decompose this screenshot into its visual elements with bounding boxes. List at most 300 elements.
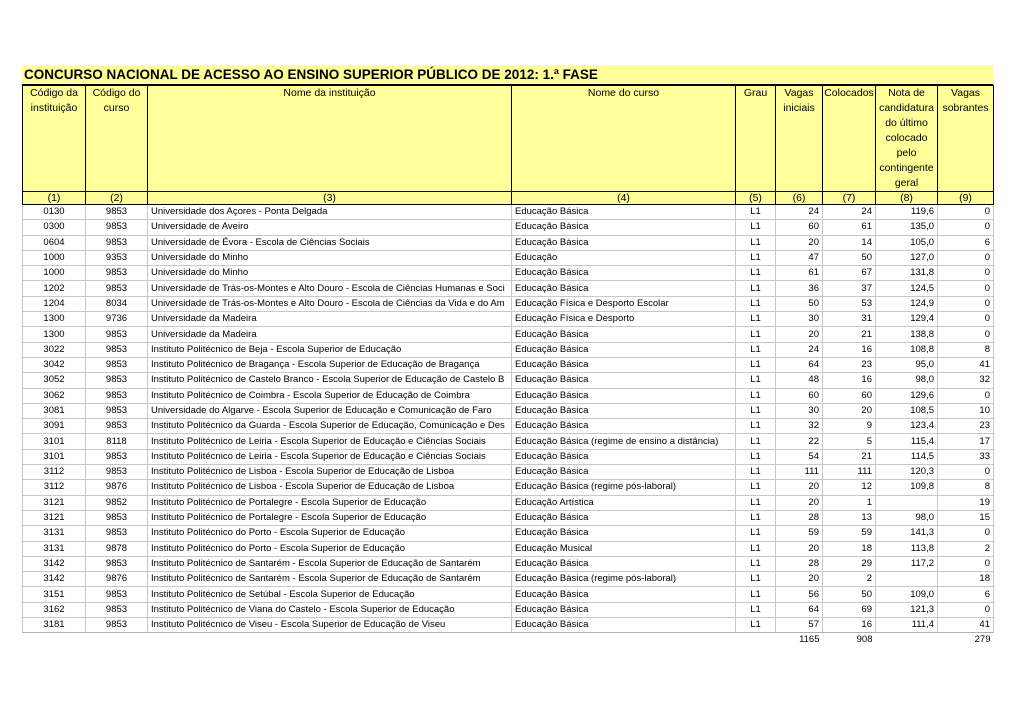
cell-colocados: 53 bbox=[823, 296, 876, 311]
cell-vagas-iniciais: 20 bbox=[776, 495, 823, 510]
cell-grau: L1 bbox=[736, 403, 776, 418]
cell-vagas-iniciais: 60 bbox=[776, 220, 823, 235]
cell-vagas-sobrantes: 15 bbox=[938, 510, 994, 525]
cell-codigo-curso: 9853 bbox=[86, 587, 148, 602]
cell-vagas-sobrantes: 0 bbox=[938, 556, 994, 571]
table-row bbox=[23, 250, 994, 265]
cell-nota-ultimo-colocado: 120,3 bbox=[876, 465, 938, 480]
cell-vagas-sobrantes: 0 bbox=[938, 266, 994, 281]
cell-vagas-iniciais: 32 bbox=[776, 419, 823, 434]
cell-grau: L1 bbox=[736, 618, 776, 633]
cell-nome-curso: Educação Básica bbox=[512, 388, 736, 403]
cell-nome-curso: Educação Básica bbox=[512, 266, 736, 281]
cell-codigo-curso: 9852 bbox=[86, 495, 148, 510]
cell-nome-instituicao: Instituto Politécnico de Viseu - Escola Superior de Educação de Viseu bbox=[148, 618, 512, 633]
cell-nome-instituicao: Universidade do Algarve - Escola Superior de Educação e Comunicação de Faro bbox=[148, 403, 512, 418]
column-number-codigo-curso: (2) bbox=[86, 192, 148, 205]
cell-vagas-iniciais: 111 bbox=[776, 465, 823, 480]
cell-nota-ultimo-colocado: 117,2 bbox=[876, 556, 938, 571]
cell-nome-curso: Educação Básica bbox=[512, 526, 736, 541]
cell-colocados: 23 bbox=[823, 357, 876, 372]
cell-vagas-sobrantes: 2 bbox=[938, 541, 994, 556]
cell-nota-ultimo-colocado: 123,4 bbox=[876, 419, 938, 434]
total-vagas-sobrantes: 279 bbox=[974, 634, 991, 646]
cell-grau: L1 bbox=[736, 220, 776, 235]
cell-nome-instituicao: Instituto Politécnico do Porto - Escola Superior de Educação bbox=[148, 526, 512, 541]
cell-nome-instituicao: Instituto Politécnico de Castelo Branco - Escola Superior de Educação de Castelo B bbox=[148, 373, 512, 388]
table-row bbox=[23, 373, 994, 388]
cell-colocados: 9 bbox=[823, 419, 876, 434]
cell-vagas-iniciais: 56 bbox=[776, 587, 823, 602]
cell-grau: L1 bbox=[736, 235, 776, 250]
cell-grau: L1 bbox=[736, 357, 776, 372]
data-table bbox=[22, 85, 994, 648]
table-row bbox=[23, 205, 994, 220]
cell-nota-ultimo-colocado: 127,0 bbox=[876, 250, 938, 265]
table-row bbox=[23, 526, 994, 541]
cell-nota-ultimo-colocado: 108,5 bbox=[876, 403, 938, 418]
cell-colocados: 1 bbox=[823, 495, 876, 510]
column-number-vagas-iniciais: (6) bbox=[776, 192, 823, 205]
cell-vagas-iniciais: 22 bbox=[776, 434, 823, 449]
cell-codigo-curso: 9878 bbox=[86, 541, 148, 556]
cell-vagas-iniciais: 59 bbox=[776, 526, 823, 541]
cell-codigo-curso: 9853 bbox=[86, 465, 148, 480]
cell-nome-curso: Educação Básica bbox=[512, 342, 736, 357]
cell-nome-curso: Educação Básica bbox=[512, 587, 736, 602]
cell-nome-curso: Educação Física e Desporto Escolar bbox=[512, 296, 736, 311]
cell-nome-curso: Educação Básica bbox=[512, 357, 736, 372]
cell-colocados: 24 bbox=[823, 205, 876, 220]
cell-colocados: 60 bbox=[823, 388, 876, 403]
cell-codigo-instituicao: 3151 bbox=[23, 587, 86, 602]
cell-nome-curso: Educação Básica bbox=[512, 618, 736, 633]
cell-nota-ultimo-colocado: 109,0 bbox=[876, 587, 938, 602]
column-header-grau: Grau bbox=[736, 86, 776, 192]
cell-vagas-iniciais: 30 bbox=[776, 403, 823, 418]
cell-nome-curso: Educação Básica bbox=[512, 235, 736, 250]
cell-grau: L1 bbox=[736, 342, 776, 357]
table-row bbox=[23, 342, 994, 357]
cell-codigo-curso: 9853 bbox=[86, 342, 148, 357]
cell-vagas-iniciais: 28 bbox=[776, 510, 823, 525]
cell-vagas-iniciais: 28 bbox=[776, 556, 823, 571]
cell-vagas-iniciais: 30 bbox=[776, 312, 823, 327]
cell-colocados: 16 bbox=[823, 342, 876, 357]
table-row bbox=[23, 541, 994, 556]
cell-codigo-curso: 9853 bbox=[86, 526, 148, 541]
cell-nome-curso: Educação Básica bbox=[512, 510, 736, 525]
cell-codigo-instituicao: 0604 bbox=[23, 235, 86, 250]
cell-grau: L1 bbox=[736, 602, 776, 617]
cell-nome-curso: Educação Básica bbox=[512, 403, 736, 418]
cell-colocados: 18 bbox=[823, 541, 876, 556]
cell-nota-ultimo-colocado: 124,9 bbox=[876, 296, 938, 311]
cell-vagas-sobrantes: 41 bbox=[938, 357, 994, 372]
table-row bbox=[23, 281, 994, 296]
cell-codigo-instituicao: 1300 bbox=[23, 312, 86, 327]
cell-nome-curso: Educação Básica bbox=[512, 220, 736, 235]
cell-vagas-iniciais: 20 bbox=[776, 572, 823, 587]
cell-colocados: 21 bbox=[823, 327, 876, 342]
cell-nome-instituicao: Instituto Politécnico de Viana do Castelo - Escola Superior de Educação bbox=[148, 602, 512, 617]
cell-codigo-curso: 9353 bbox=[86, 250, 148, 265]
cell-codigo-curso: 9853 bbox=[86, 266, 148, 281]
table-row bbox=[23, 266, 994, 281]
cell-vagas-iniciais: 47 bbox=[776, 250, 823, 265]
cell-nota-ultimo-colocado: 98,0 bbox=[876, 510, 938, 525]
cell-codigo-instituicao: 0300 bbox=[23, 220, 86, 235]
cell-nome-instituicao: Universidade do Minho bbox=[148, 250, 512, 265]
cell-vagas-sobrantes: 0 bbox=[938, 281, 994, 296]
table-row bbox=[23, 419, 994, 434]
cell-nome-instituicao: Universidade de Évora - Escola de Ciências Sociais bbox=[148, 235, 512, 250]
cell-codigo-instituicao: 1204 bbox=[23, 296, 86, 311]
cell-colocados: 21 bbox=[823, 449, 876, 464]
cell-vagas-iniciais: 20 bbox=[776, 235, 823, 250]
cell-grau: L1 bbox=[736, 495, 776, 510]
cell-codigo-instituicao: 3101 bbox=[23, 449, 86, 464]
cell-nome-curso: Educação Básica bbox=[512, 556, 736, 571]
cell-nome-instituicao: Universidade do Minho bbox=[148, 266, 512, 281]
cell-grau: L1 bbox=[736, 526, 776, 541]
cell-nome-curso: Educação Básica bbox=[512, 373, 736, 388]
table-row bbox=[23, 357, 994, 372]
cell-codigo-instituicao: 3142 bbox=[23, 572, 86, 587]
column-header-nome-instituicao: Nome da instituição bbox=[148, 86, 512, 192]
cell-nome-curso: Educação Artística bbox=[512, 495, 736, 510]
cell-grau: L1 bbox=[736, 312, 776, 327]
column-number-nome-curso: (4) bbox=[512, 192, 736, 205]
cell-codigo-curso: 9853 bbox=[86, 281, 148, 296]
total-colocados: 908 bbox=[856, 634, 873, 646]
cell-colocados: 31 bbox=[823, 312, 876, 327]
cell-nome-instituicao: Universidade da Madeira bbox=[148, 327, 512, 342]
cell-nota-ultimo-colocado: 129,4 bbox=[876, 312, 938, 327]
cell-colocados: 16 bbox=[823, 618, 876, 633]
totals-spacer bbox=[23, 633, 776, 648]
cell-grau: L1 bbox=[736, 587, 776, 602]
cell-nota-ultimo-colocado: 109,8 bbox=[876, 480, 938, 495]
cell-codigo-instituicao: 3131 bbox=[23, 526, 86, 541]
cell-vagas-iniciais: 24 bbox=[776, 205, 823, 220]
cell-nome-curso: Educação Básica bbox=[512, 205, 736, 220]
cell-vagas-sobrantes: 8 bbox=[938, 480, 994, 495]
cell-nome-curso: Educação Básica bbox=[512, 281, 736, 296]
cell-codigo-instituicao: 3101 bbox=[23, 434, 86, 449]
cell-nome-instituicao: Instituto Politécnico da Guarda - Escola Superior de Educação, Comunicação e Des bbox=[148, 419, 512, 434]
cell-nome-instituicao: Instituto Politécnico de Portalegre - Escola Superior de Educação bbox=[148, 510, 512, 525]
column-number-codigo-instituicao: (1) bbox=[23, 192, 86, 205]
cell-vagas-sobrantes: 18 bbox=[938, 572, 994, 587]
cell-vagas-iniciais: 61 bbox=[776, 266, 823, 281]
cell-codigo-curso: 9853 bbox=[86, 357, 148, 372]
cell-vagas-sobrantes: 0 bbox=[938, 220, 994, 235]
cell-colocados: 2 bbox=[823, 572, 876, 587]
cell-nome-instituicao: Instituto Politécnico de Leiria - Escola Superior de Educação e Ciências Sociais bbox=[148, 449, 512, 464]
column-header-codigo-instituicao: Código da instituição bbox=[23, 86, 86, 192]
table-row bbox=[23, 449, 994, 464]
cell-colocados: 5 bbox=[823, 434, 876, 449]
cell-colocados: 37 bbox=[823, 281, 876, 296]
cell-nome-instituicao: Instituto Politécnico de Lisboa - Escola Superior de Educação de Lisboa bbox=[148, 465, 512, 480]
cell-codigo-instituicao: 1000 bbox=[23, 250, 86, 265]
cell-grau: L1 bbox=[736, 388, 776, 403]
table-row bbox=[23, 388, 994, 403]
cell-grau: L1 bbox=[736, 510, 776, 525]
column-number-colocados: (7) bbox=[823, 192, 876, 205]
cell-codigo-curso: 9853 bbox=[86, 510, 148, 525]
cell-grau: L1 bbox=[736, 327, 776, 342]
cell-colocados: 50 bbox=[823, 587, 876, 602]
cell-grau: L1 bbox=[736, 541, 776, 556]
cell-vagas-sobrantes: 8 bbox=[938, 342, 994, 357]
cell-codigo-curso: 9876 bbox=[86, 480, 148, 495]
cell-vagas-iniciais: 48 bbox=[776, 373, 823, 388]
cell-codigo-instituicao: 3112 bbox=[23, 465, 86, 480]
cell-codigo-curso: 9853 bbox=[86, 419, 148, 434]
column-number-nota-ultimo-colocado: (8) bbox=[876, 192, 938, 205]
cell-nota-ultimo-colocado: 124,5 bbox=[876, 281, 938, 296]
cell-nome-curso: Educação Básica bbox=[512, 602, 736, 617]
table-body bbox=[23, 205, 994, 633]
table-row bbox=[23, 327, 994, 342]
table-row bbox=[23, 510, 994, 525]
cell-nome-instituicao: Instituto Politécnico de Leiria - Escola Superior de Educação e Ciências Sociais bbox=[148, 434, 512, 449]
cell-codigo-curso: 9853 bbox=[86, 327, 148, 342]
cell-vagas-iniciais: 64 bbox=[776, 602, 823, 617]
column-header-nome-curso: Nome do curso bbox=[512, 86, 736, 192]
cell-codigo-curso: 9853 bbox=[86, 205, 148, 220]
table-row bbox=[23, 434, 994, 449]
cell-codigo-instituicao: 3022 bbox=[23, 342, 86, 357]
cell-nota-ultimo-colocado: 111,4 bbox=[876, 618, 938, 633]
total-vagas-iniciais: 1165 bbox=[799, 634, 820, 646]
table-row bbox=[23, 587, 994, 602]
cell-nota-ultimo-colocado: 105,0 bbox=[876, 235, 938, 250]
cell-grau: L1 bbox=[736, 572, 776, 587]
cell-codigo-instituicao: 1000 bbox=[23, 266, 86, 281]
header-row bbox=[23, 86, 994, 192]
cell-codigo-instituicao: 3081 bbox=[23, 403, 86, 418]
totals-row bbox=[23, 633, 994, 648]
cell-codigo-instituicao: 3121 bbox=[23, 495, 86, 510]
cell-codigo-curso: 8034 bbox=[86, 296, 148, 311]
cell-nota-ultimo-colocado: 131,8 bbox=[876, 266, 938, 281]
cell-codigo-instituicao: 3052 bbox=[23, 373, 86, 388]
cell-vagas-iniciais: 20 bbox=[776, 327, 823, 342]
cell-nome-instituicao: Universidade de Trás-os-Montes e Alto Douro - Escola de Ciências da Vida e do Am bbox=[148, 296, 512, 311]
cell-nome-curso: Educação Básica bbox=[512, 449, 736, 464]
cell-nome-instituicao: Instituto Politécnico do Porto - Escola Superior de Educação bbox=[148, 541, 512, 556]
cell-vagas-sobrantes: 0 bbox=[938, 205, 994, 220]
cell-codigo-curso: 9853 bbox=[86, 235, 148, 250]
cell-codigo-instituicao: 1300 bbox=[23, 327, 86, 342]
cell-nome-instituicao: Universidade da Madeira bbox=[148, 312, 512, 327]
cell-vagas-iniciais: 50 bbox=[776, 296, 823, 311]
cell-vagas-iniciais: 57 bbox=[776, 618, 823, 633]
cell-colocados: 61 bbox=[823, 220, 876, 235]
cell-codigo-curso: 9853 bbox=[86, 449, 148, 464]
cell-codigo-curso: 9876 bbox=[86, 572, 148, 587]
cell-codigo-instituicao: 3062 bbox=[23, 388, 86, 403]
table-row bbox=[23, 495, 994, 510]
cell-nome-curso: Educação bbox=[512, 250, 736, 265]
cell-nome-curso: Educação Musical bbox=[512, 541, 736, 556]
table-row bbox=[23, 556, 994, 571]
cell-codigo-curso: 9853 bbox=[86, 403, 148, 418]
cell-vagas-iniciais: 20 bbox=[776, 541, 823, 556]
cell-nome-instituicao: Universidade de Trás-os-Montes e Alto Douro - Escola de Ciências Humanas e Soci bbox=[148, 281, 512, 296]
cell-nome-curso: Educação Básica (regime pós-laboral) bbox=[512, 480, 736, 495]
total-nota-empty bbox=[876, 633, 938, 648]
cell-nome-curso: Educação Física e Desporto bbox=[512, 312, 736, 327]
cell-codigo-instituicao: 3121 bbox=[23, 510, 86, 525]
cell-nome-instituicao: Instituto Politécnico de Portalegre - Escola Superior de Educação bbox=[148, 495, 512, 510]
cell-grau: L1 bbox=[736, 281, 776, 296]
spreadsheet bbox=[22, 65, 993, 648]
cell-codigo-instituicao: 3162 bbox=[23, 602, 86, 617]
cell-nome-curso: Educação Básica bbox=[512, 327, 736, 342]
cell-vagas-sobrantes: 6 bbox=[938, 235, 994, 250]
cell-nome-instituicao: Instituto Politécnico de Setúbal - Escola Superior de Educação bbox=[148, 587, 512, 602]
cell-vagas-sobrantes: 19 bbox=[938, 495, 994, 510]
cell-colocados: 20 bbox=[823, 403, 876, 418]
cell-grau: L1 bbox=[736, 465, 776, 480]
cell-colocados: 14 bbox=[823, 235, 876, 250]
cell-grau: L1 bbox=[736, 434, 776, 449]
cell-nota-ultimo-colocado: 119,6 bbox=[876, 205, 938, 220]
column-number-row bbox=[23, 192, 994, 205]
cell-vagas-sobrantes: 0 bbox=[938, 296, 994, 311]
cell-codigo-instituicao: 3181 bbox=[23, 618, 86, 633]
cell-nome-instituicao: Instituto Politécnico de Beja - Escola Superior de Educação bbox=[148, 342, 512, 357]
cell-codigo-instituicao: 1202 bbox=[23, 281, 86, 296]
cell-colocados: 12 bbox=[823, 480, 876, 495]
cell-nome-curso: Educação Básica bbox=[512, 419, 736, 434]
cell-grau: L1 bbox=[736, 480, 776, 495]
cell-vagas-sobrantes: 0 bbox=[938, 250, 994, 265]
cell-vagas-sobrantes: 41 bbox=[938, 618, 994, 633]
cell-codigo-curso: 9853 bbox=[86, 602, 148, 617]
cell-codigo-instituicao: 3112 bbox=[23, 480, 86, 495]
cell-nome-curso: Educação Básica bbox=[512, 465, 736, 480]
cell-nome-curso: Educação Básica (regime pós-laboral) bbox=[512, 572, 736, 587]
cell-codigo-instituicao: 3091 bbox=[23, 419, 86, 434]
cell-vagas-sobrantes: 0 bbox=[938, 327, 994, 342]
cell-colocados: 111 bbox=[823, 465, 876, 480]
column-header-codigo-curso: Código do curso bbox=[86, 86, 148, 192]
cell-vagas-sobrantes: 0 bbox=[938, 388, 994, 403]
cell-codigo-instituicao: 0130 bbox=[23, 205, 86, 220]
cell-vagas-sobrantes: 0 bbox=[938, 526, 994, 541]
cell-colocados: 16 bbox=[823, 373, 876, 388]
cell-vagas-sobrantes: 0 bbox=[938, 465, 994, 480]
cell-nota-ultimo-colocado: 129,6 bbox=[876, 388, 938, 403]
cell-vagas-sobrantes: 6 bbox=[938, 587, 994, 602]
cell-vagas-sobrantes: 32 bbox=[938, 373, 994, 388]
column-number-vagas-sobrantes: (9) bbox=[938, 192, 994, 205]
cell-colocados: 50 bbox=[823, 250, 876, 265]
cell-vagas-iniciais: 20 bbox=[776, 480, 823, 495]
cell-codigo-curso: 9853 bbox=[86, 388, 148, 403]
cell-nota-ultimo-colocado: 141,3 bbox=[876, 526, 938, 541]
cell-grau: L1 bbox=[736, 373, 776, 388]
cell-nota-ultimo-colocado: 135,0 bbox=[876, 220, 938, 235]
table-row bbox=[23, 312, 994, 327]
cell-vagas-sobrantes: 17 bbox=[938, 434, 994, 449]
table-row bbox=[23, 618, 994, 633]
cell-nome-instituicao: Instituto Politécnico de Coimbra - Escola Superior de Educação de Coimbra bbox=[148, 388, 512, 403]
cell-vagas-iniciais: 24 bbox=[776, 342, 823, 357]
cell-codigo-curso: 9853 bbox=[86, 618, 148, 633]
cell-nome-curso: Educação Básica (regime de ensino a distância) bbox=[512, 434, 736, 449]
cell-nota-ultimo-colocado: 95,0 bbox=[876, 357, 938, 372]
sheet-title: CONCURSO NACIONAL DE ACESSO AO ENSINO SUPERIOR PÚBLICO DE 2012: 1.ª FASE bbox=[22, 65, 993, 85]
table-row bbox=[23, 465, 994, 480]
cell-nota-ultimo-colocado: 113,8 bbox=[876, 541, 938, 556]
cell-codigo-curso: 9736 bbox=[86, 312, 148, 327]
table-row bbox=[23, 235, 994, 250]
cell-vagas-sobrantes: 0 bbox=[938, 602, 994, 617]
column-header-vagas-iniciais: Vagas iniciais bbox=[776, 86, 823, 192]
cell-colocados: 69 bbox=[823, 602, 876, 617]
cell-vagas-sobrantes: 0 bbox=[938, 312, 994, 327]
cell-codigo-curso: 9853 bbox=[86, 556, 148, 571]
cell-vagas-sobrantes: 10 bbox=[938, 403, 994, 418]
cell-grau: L1 bbox=[736, 419, 776, 434]
column-header-colocados: Colocados bbox=[823, 86, 876, 192]
cell-codigo-instituicao: 3042 bbox=[23, 357, 86, 372]
cell-vagas-sobrantes: 33 bbox=[938, 449, 994, 464]
table-row bbox=[23, 403, 994, 418]
cell-nome-instituicao: Instituto Politécnico de Lisboa - Escola Superior de Educação de Lisboa bbox=[148, 480, 512, 495]
cell-grau: L1 bbox=[736, 205, 776, 220]
cell-codigo-instituicao: 3142 bbox=[23, 556, 86, 571]
cell-vagas-iniciais: 64 bbox=[776, 357, 823, 372]
cell-codigo-curso: 8118 bbox=[86, 434, 148, 449]
cell-vagas-iniciais: 36 bbox=[776, 281, 823, 296]
table-row bbox=[23, 220, 994, 235]
table-row bbox=[23, 480, 994, 495]
cell-nome-instituicao: Instituto Politécnico de Bragança - Escola Superior de Educação de Bragança bbox=[148, 357, 512, 372]
cell-colocados: 29 bbox=[823, 556, 876, 571]
cell-colocados: 13 bbox=[823, 510, 876, 525]
cell-nota-ultimo-colocado: 98,0 bbox=[876, 373, 938, 388]
cell-nome-instituicao: Instituto Politécnico de Santarém - Escola Superior de Educação de Santarém bbox=[148, 572, 512, 587]
column-number-nome-instituicao: (3) bbox=[148, 192, 512, 205]
cell-vagas-iniciais: 54 bbox=[776, 449, 823, 464]
cell-codigo-curso: 9853 bbox=[86, 220, 148, 235]
cell-codigo-instituicao: 3131 bbox=[23, 541, 86, 556]
cell-grau: L1 bbox=[736, 250, 776, 265]
cell-nome-instituicao: Instituto Politécnico de Santarém - Escola Superior de Educação de Santarém bbox=[148, 556, 512, 571]
cell-nota-ultimo-colocado: 121,3 bbox=[876, 602, 938, 617]
cell-codigo-curso: 9853 bbox=[86, 373, 148, 388]
cell-colocados: 59 bbox=[823, 526, 876, 541]
cell-vagas-iniciais: 60 bbox=[776, 388, 823, 403]
cell-grau: L1 bbox=[736, 266, 776, 281]
table-row bbox=[23, 296, 994, 311]
cell-nota-ultimo-colocado: 114,5 bbox=[876, 449, 938, 464]
cell-vagas-sobrantes: 23 bbox=[938, 419, 994, 434]
table-row bbox=[23, 572, 994, 587]
cell-grau: L1 bbox=[736, 296, 776, 311]
cell-nota-ultimo-colocado bbox=[876, 495, 938, 510]
cell-grau: L1 bbox=[736, 449, 776, 464]
cell-nota-ultimo-colocado bbox=[876, 572, 938, 587]
cell-colocados: 67 bbox=[823, 266, 876, 281]
